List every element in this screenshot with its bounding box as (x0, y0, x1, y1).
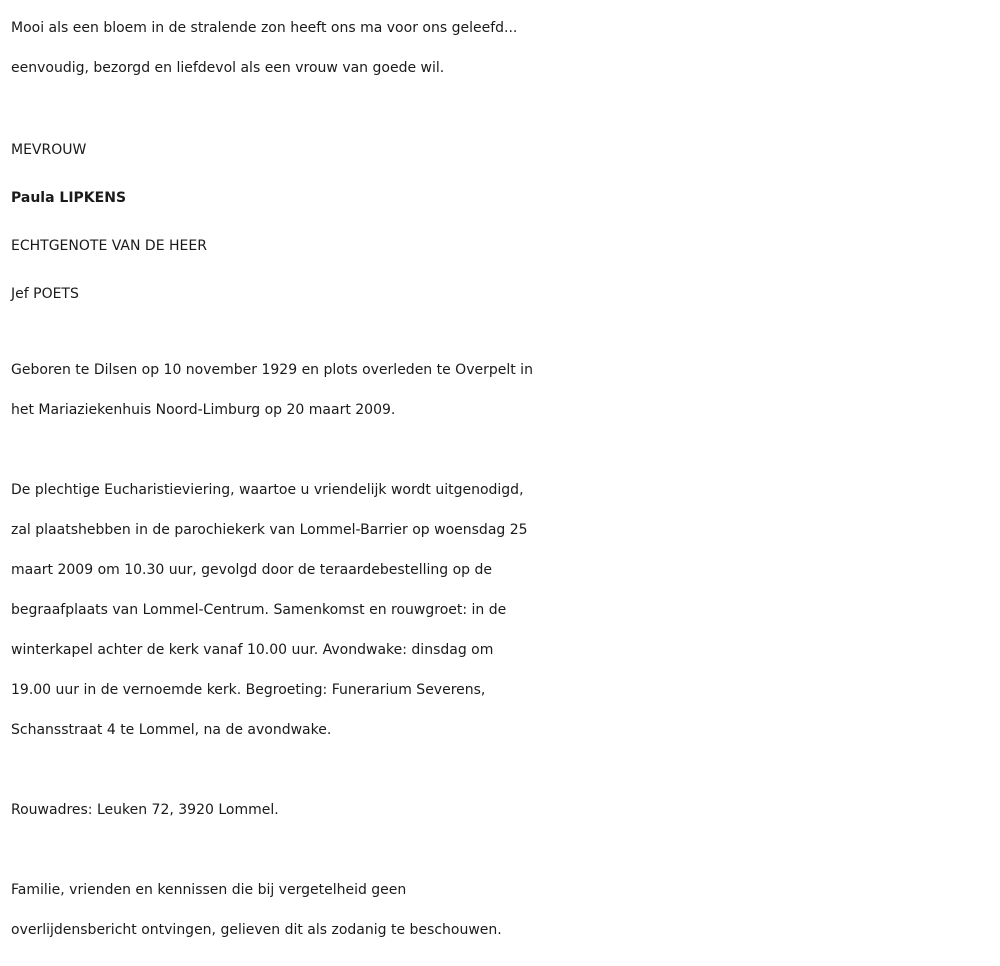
text-line: begraafplaats van Lommel-Centrum. Samenkomst en rouwgroet: in de (11, 602, 507, 618)
spouse-name: Jef POETS (11, 286, 79, 302)
mourning-address: Rouwadres: Leuken 72, 3920 Lommel. (11, 802, 279, 818)
birth-death-paragraph (11, 350, 996, 430)
text-line: Schansstraat 4 te Lommel, na de avondwake. (11, 722, 332, 738)
poem-paragraph (11, 8, 996, 88)
deceased-name: Paula LIPKENS (11, 190, 127, 206)
notice-paragraph (11, 870, 996, 950)
text-line: Geboren te Dilsen op 10 november 1929 en plots overleden te Overpelt in (11, 362, 533, 378)
poem-line: eenvoudig, bezorgd en liefdevol als een vrouw van goede wil. (11, 60, 445, 76)
deceased-relation: ECHTGENOTE VAN DE HEER (11, 238, 207, 254)
text-line: overlijdensbericht ontvingen, gelieven dit als zodanig te beschouwen. (11, 922, 502, 938)
address-paragraph (11, 790, 996, 830)
poem-line: Mooi als een bloem in de stralende zon heeft ons ma voor ons geleefd... (11, 20, 518, 36)
deceased-block (11, 126, 996, 318)
deceased-title: MEVROUW (11, 142, 87, 158)
text-line: Familie, vrienden en kennissen die bij vergetelheid geen (11, 882, 407, 898)
text-line: 19.00 uur in de vernoemde kerk. Begroeting: Funerarium Severens, (11, 682, 486, 698)
text-line: zal plaatshebben in de parochiekerk van Lommel-Barrier op woensdag 25 (11, 522, 528, 538)
text-line: De plechtige Eucharistieviering, waartoe u vriendelijk wordt uitgenodigd, (11, 482, 524, 498)
death-notice (11, 8, 996, 950)
ceremony-paragraph (11, 470, 996, 750)
text-line: winterkapel achter de kerk vanaf 10.00 uur. Avondwake: dinsdag om (11, 642, 494, 658)
text-line: het Mariaziekenhuis Noord-Limburg op 20 maart 2009. (11, 402, 396, 418)
text-line: maart 2009 om 10.30 uur, gevolgd door de teraardebestelling op de (11, 562, 492, 578)
